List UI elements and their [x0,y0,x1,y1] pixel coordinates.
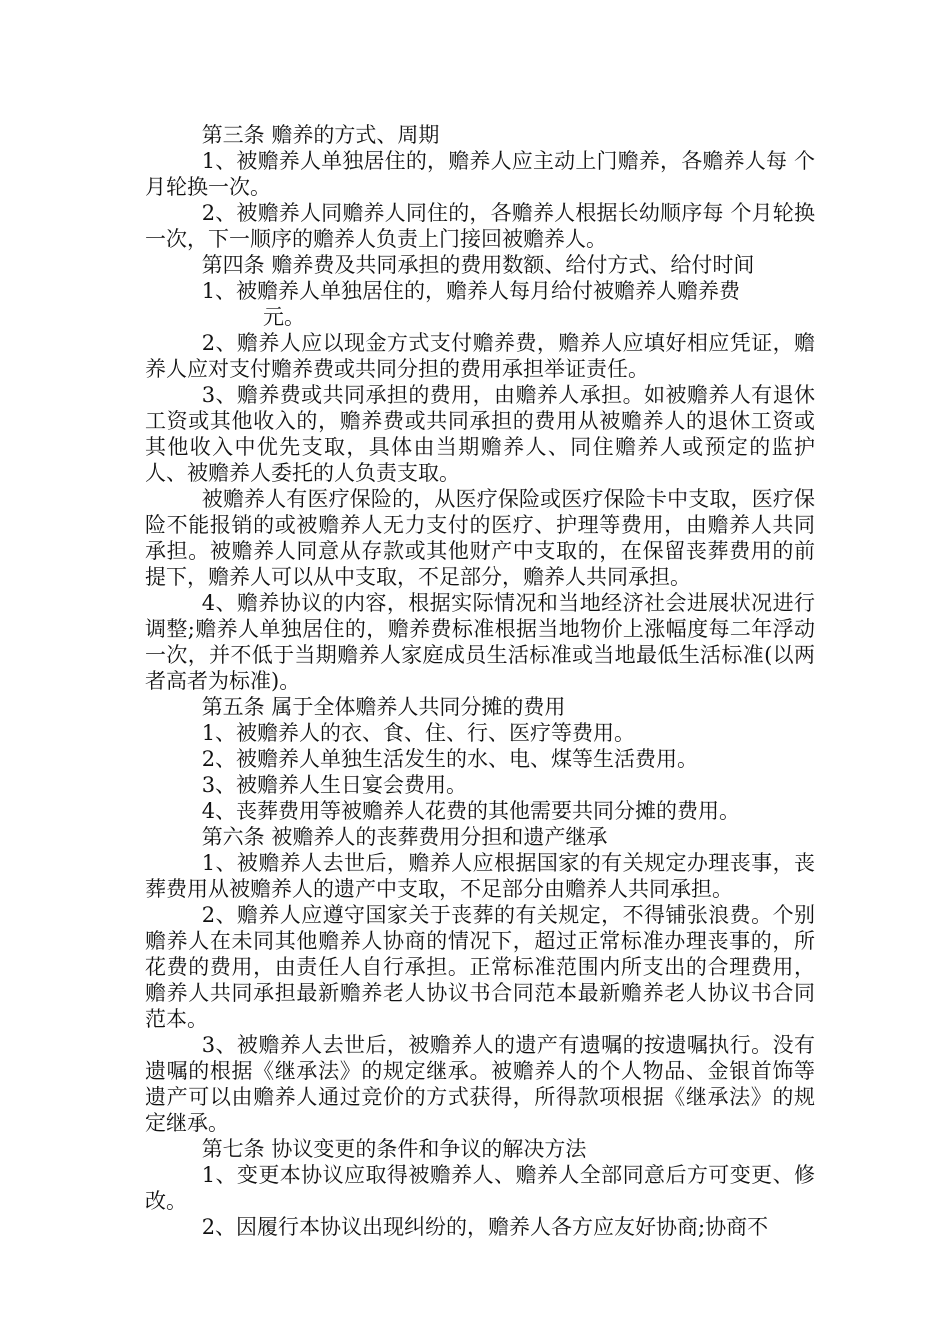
paragraph: 2、被赡养人同赡养人同住的，各赡养人根据长幼顺序每 个月轮换一次，下一顺序的赡养人负责上门接回被赡养人。 [145,201,815,251]
paragraph: 被赡养人有医疗保险的，从医疗保险或医疗保险卡中支取，医疗保险不能报销的或被赡养人无力支付的医疗、护理等费用，由赡养人共同承担。被赡养人同意从存款或其他财产中支取的，在保留丧葬费用的前提下，赡养人可以从中支取，不足部分，赡养人共同承担。 [145,487,815,589]
section-heading-5: 第五条 属于全体赡养人共同分摊的费用 [201,695,566,719]
paragraph: 2、因履行本协议出现纠纷的，赡养人各方应友好协商;协商不 [201,1215,769,1239]
paragraph: 2、赡养人应以现金方式支付赡养费，赡养人应填好相应凭证，赡养人应对支付赡养费或共同分担的费用承担举证责任。 [145,331,815,381]
paragraph: 1、被赡养人单独居住的，赡养人每月给付被赡养人赡养费 [201,279,741,303]
section-heading-7: 第七条 协议变更的条件和争议的解决方法 [201,1137,587,1161]
paragraph: 1、被赡养人去世后，赡养人应根据国家的有关规定办理丧事，丧葬费用从被赡养人的遗产中支取，不足部分由赡养人共同承担。 [145,851,815,901]
paragraph: 4、丧葬费用等被赡养人花费的其他需要共同分摊的费用。 [201,799,741,823]
amount-unit: 元。 [263,305,305,329]
paragraph: 4、赡养协议的内容，根据实际情况和当地经济社会进展状况进行调整;赡养人单独居住的，赡养费标准根据当地物价上涨幅度每二年浮动一次，并不低于当期赡养人家庭成员生活标准或当地最低生活标准(以两者高者为标准)。 [145,591,815,693]
section-heading-6: 第六条 被赡养人的丧葬费用分担和遗产继承 [201,825,608,849]
paragraph: 2、赡养人应遵守国家关于丧葬的有关规定，不得铺张浪费。个别赡养人在未同其他赡养人协商的情况下，超过正常标准办理丧事的，所花费的费用，由责任人自行承担。正常标准范围内所支出的合理费用，赡养人共同承担最新赡养老人协议书合同范本最新赡养老人协议书合同范本。 [145,903,815,1031]
paragraph: 2、被赡养人单独生活发生的水、电、煤等生活费用。 [201,747,699,771]
paragraph: 3、被赡养人生日宴会费用。 [201,773,468,797]
paragraph: 1、变更本协议应取得被赡养人、赡养人全部同意后方可变更、修改。 [145,1163,815,1213]
paragraph: 1、被赡养人单独居住的，赡养人应主动上门赡养，各赡养人每 个月轮换一次。 [145,149,815,199]
section-heading-4: 第四条 赡养费及共同承担的费用数额、给付方式、给付时间 [201,253,755,277]
document-body [145,122,815,1240]
section-heading-3: 第三条 赡养的方式、周期 [201,123,440,147]
paragraph: 3、被赡养人去世后，被赡养人的遗产有遗嘱的按遗嘱执行。没有遗嘱的根据《继承法》的规定继承。被赡养人的个人物品、金银首饰等遗产可以由赡养人通过竞价的方式获得，所得款项根据《继承法》的规定继承。 [145,1033,815,1135]
paragraph: 3、赡养费或共同承担的费用，由赡养人承担。如被赡养人有退休工资或其他收入的，赡养费或共同承担的费用从被赡养人的退休工资或其他收入中优先支取，具体由当期赡养人、同住赡养人或预定的监护人、被赡养人委托的人负责支取。 [145,383,815,485]
paragraph: 1、被赡养人的衣、食、住、行、医疗等费用。 [201,721,636,745]
